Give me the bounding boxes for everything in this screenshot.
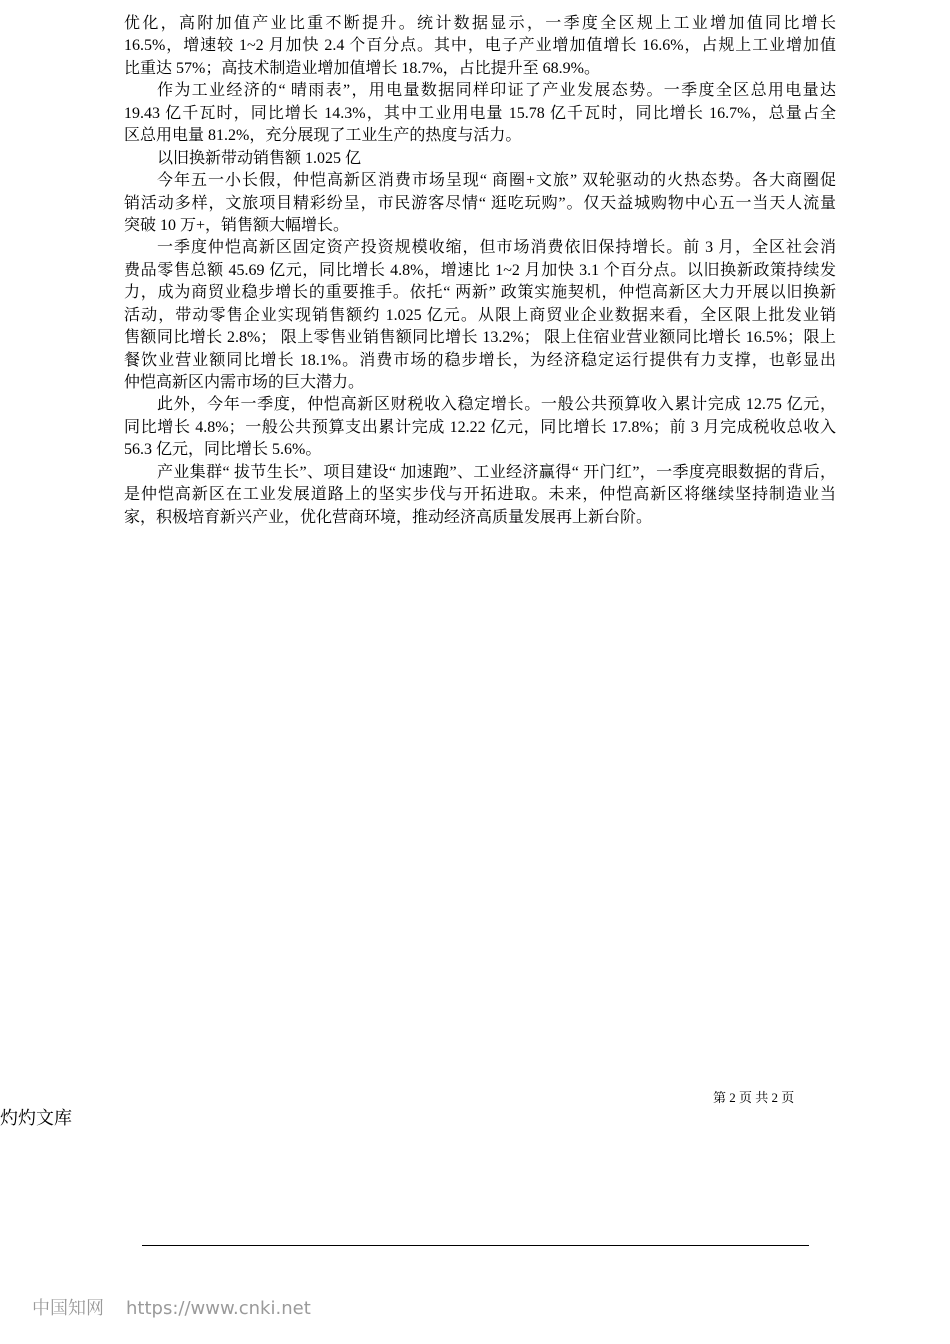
paragraph [124, 80, 836, 147]
text-line: 作为工业经济的“ 晴雨表”，用电量数据同样印证了产业发展态势。一季度全区总用电量达 [157, 82, 836, 100]
cnki-link[interactable]: https://www.cnki.net [126, 1298, 311, 1319]
text-line: 优化，高附加值产业比重不断提升。统计数据显示，一季度全区规上工业增加值同比增长 [124, 15, 836, 32]
paragraph [124, 13, 836, 80]
cnki-name: 中国知网 [32, 1298, 104, 1319]
text-line: 力，成为商贸业稳步增长的重要推手。依托“ 两新” 政策实施契机，仲恺高新区大力开展以旧换新 [124, 284, 836, 302]
text-line: 家，积极培育新兴产业，优化营商环境，推动经济高质量发展再上新台阶。 [124, 508, 653, 526]
page-number: 第 2 页 共 2 页 [713, 1090, 795, 1105]
text-line: 活动，带动零售企业实现销售额约 1.025 亿元。从限上商贸业企业数据来看，全区限上批发业销 [124, 306, 836, 324]
text-line: 今年五一小长假，仲恺高新区消费市场呈现“ 商圈+文旅” 双轮驱动的火热态势。各大商圈促 [157, 172, 836, 190]
text-line: 是仲恺高新区在工业发展道路上的坚实步伐与开拓进取。未来，仲恺高新区将继续坚持制造业当 [124, 486, 836, 504]
document-body [124, 13, 836, 529]
footer-divider [142, 1245, 809, 1246]
text-line: 费品零售总额 45.69 亿元，同比增长 4.8%，增速比 1~2 月加快 3.1 个百分点。以旧换新政策持续发 [124, 261, 836, 279]
text-line: 区总用电量 81.2%，充分展现了工业生产的热度与活力。 [124, 127, 522, 145]
text-line: 此外，今年一季度，仲恺高新区财税收入稳定增长。一般公共预算收入累计完成 12.75 亿元， [157, 396, 836, 414]
text-line: 同比增长 4.8%；一般公共预算支出累计完成 12.22 亿元，同比增长 17.8%；前 3 月完成税收总收入 [124, 418, 836, 436]
text-line: 销活动多样，文旅项目精彩纷呈，市民游客尽情“ 逛吃玩购”。仅天益城购物中心五一当天人流量 [124, 194, 836, 212]
text-line: 一季度仲恺高新区固定资产投资规模收缩，但市场消费依旧保持增长。前 3 月，全区社会消 [157, 239, 836, 257]
text-line: 突破 10 万+，销售额大幅增长。 [124, 216, 350, 234]
paragraph [124, 170, 836, 237]
paragraph [124, 462, 836, 529]
cnki-footer [32, 1294, 311, 1320]
text-line: 以旧换新带动销售额 1.025 亿 [157, 149, 362, 167]
paragraph [124, 394, 836, 461]
brand-label: 灼灼文库 [0, 1108, 72, 1129]
paragraph [124, 237, 836, 394]
text-line: 56.3 亿元，同比增长 5.6%。 [124, 441, 322, 459]
text-line: 16.5%，增速较 1~2 月加快 2.4 个百分点。其中，电子产业增加值增长 16.6%，占规上工业增加值 [124, 37, 836, 55]
text-line: 仲恺高新区内需市场的巨大潜力。 [124, 374, 365, 391]
text-line: 比重达 57%；高技术制造业增加值增长 18.7%，占比提升至 68.9%。 [124, 59, 600, 77]
text-line: 餐饮业营业额同比增长 18.1%。消费市场的稳步增长，为经济稳定运行提供有力支撑，也彰显出 [124, 351, 836, 369]
text-line: 19.43 亿千瓦时，同比增长 14.3%，其中工业用电量 15.78 亿千瓦时，同比增长 16.7%，总量占全 [124, 104, 836, 122]
text-line: 产业集群“ 拔节生长”、项目建设“ 加速跑”、工业经济赢得“ 开门红”，一季度亮眼数据的背后， [157, 463, 836, 481]
section-heading [124, 148, 836, 170]
text-line: 售额同比增长 2.8%； 限上零售业销售额同比增长 13.2%； 限上住宿业营业额同比增长 16.5%；限上 [124, 329, 836, 347]
